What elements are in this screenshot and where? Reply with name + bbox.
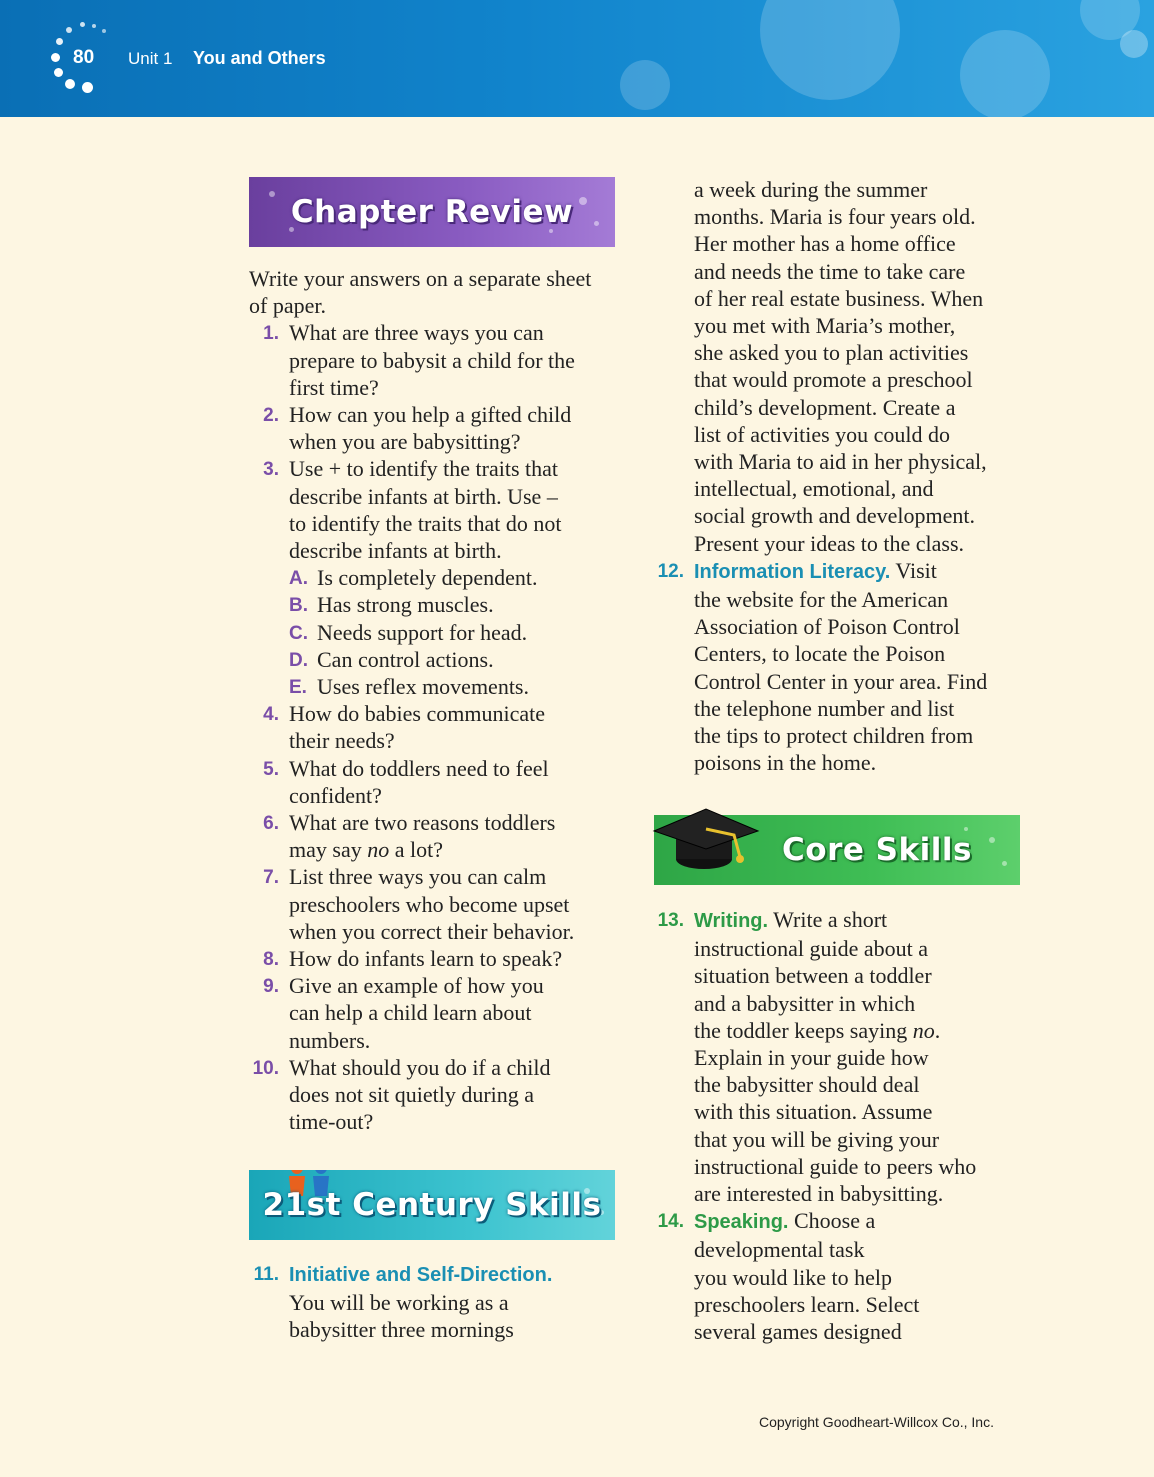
text-line: describe infants at birth. Use –	[289, 483, 558, 509]
question-item	[249, 1054, 621, 1136]
text-line: the tips to protect children from	[694, 723, 974, 749]
decorative-bubble	[620, 60, 670, 110]
text-line: Control Center in your area. Find	[694, 668, 988, 694]
text-line: may say no a lot?	[289, 837, 443, 863]
trait-letter: A.	[289, 568, 308, 590]
question-text: Write a short	[768, 907, 888, 932]
text-line: How can you help a gifted child	[289, 402, 572, 428]
question-number: 2.	[263, 405, 279, 427]
text-line: first time?	[289, 374, 379, 400]
trait-letter: B.	[289, 595, 308, 617]
text-line: What are three ways you can	[289, 320, 544, 346]
trait-text: Can control actions.	[317, 646, 494, 672]
question-item	[654, 906, 1034, 1207]
question-11-continued	[654, 176, 1034, 557]
text-line: that would promote a preschool	[694, 367, 973, 393]
text-line: Her mother has a home office	[694, 231, 956, 257]
copyright-notice: Copyright Goodheart-Willcox Co., Inc.	[759, 1414, 994, 1430]
text-line: prepare to babysit a child for the	[289, 347, 575, 373]
text-line: their needs?	[289, 728, 395, 754]
question-number: 3.	[263, 459, 279, 481]
core-skills-questions	[654, 906, 1034, 1345]
text-line: are interested in babysitting.	[694, 1181, 944, 1207]
question-11-start	[249, 1260, 621, 1344]
text-line: the telephone number and list	[694, 695, 955, 721]
unit-label: Unit 1	[128, 49, 173, 68]
text-line: describe infants at birth.	[289, 538, 502, 564]
question-number: 14.	[657, 1211, 684, 1233]
page-number: 80	[73, 47, 95, 68]
trait-letter: E.	[289, 677, 307, 699]
text-line: the babysitter should deal	[694, 1072, 920, 1098]
trait-item	[249, 673, 621, 700]
question-number: 5.	[263, 758, 279, 780]
question-item	[249, 863, 621, 945]
trait-text: Needs support for head.	[317, 619, 528, 645]
text-line: numbers.	[289, 1027, 371, 1053]
century-skills-banner	[249, 1170, 615, 1240]
text-line: a week during the summer	[694, 177, 928, 202]
trait-letter: D.	[289, 649, 308, 671]
trait-item	[249, 619, 621, 646]
text-line: can help a child learn about	[289, 1000, 532, 1026]
question-number: 8.	[263, 949, 279, 971]
text-line: does not sit quietly during a	[289, 1082, 535, 1108]
text-line: instructional guide about a	[694, 936, 928, 962]
text-line: What should you do if a child	[289, 1054, 551, 1080]
chapter-review-title: Chapter Review	[290, 194, 574, 230]
core-skills-title: Core Skills	[782, 832, 972, 868]
text-line: How do infants learn to speak?	[289, 946, 563, 972]
text-line: situation between a toddler	[694, 963, 932, 989]
unit-title: You and Others	[193, 48, 326, 68]
text-line: social growth and development.	[694, 503, 976, 529]
question-item	[249, 945, 621, 972]
decorative-bubble	[960, 30, 1050, 117]
trait-item	[249, 591, 621, 618]
text-line: developmental task	[694, 1237, 865, 1263]
chapter-review-banner	[249, 177, 615, 247]
question-item	[249, 972, 621, 1054]
question-heading: Information Literacy.	[694, 560, 891, 583]
text-line: months. Maria is four years old.	[694, 204, 976, 230]
question-list	[249, 319, 621, 1135]
text-line: child’s development. Create a	[694, 394, 956, 420]
question-number: 4.	[263, 704, 279, 726]
text-line: What do toddlers need to feel	[289, 755, 549, 781]
text-line: Use + to identify the traits that	[289, 456, 559, 482]
question-item	[654, 1207, 1034, 1345]
text-line: poisons in the home.	[694, 750, 877, 776]
text-line: and needs the time to take care	[694, 258, 966, 284]
question-text: Visit	[890, 557, 937, 583]
question-item	[654, 557, 1034, 777]
question-number: 10.	[252, 1057, 279, 1079]
trait-item	[249, 646, 621, 673]
right-column	[654, 176, 1034, 776]
text-line: intellectual, emotional, and	[694, 476, 934, 502]
question-item	[249, 455, 621, 564]
text-line: she asked you to plan activities	[694, 340, 969, 366]
text-line: confident?	[289, 782, 382, 808]
trait-text: Uses reflex movements.	[317, 674, 529, 700]
question-number: 13.	[657, 910, 684, 931]
header-bar	[0, 0, 1154, 117]
text-line: with Maria to aid in her physical,	[694, 449, 987, 475]
text-line: and a babysitter in which	[694, 990, 916, 1016]
text-line: time-out?	[289, 1109, 374, 1135]
text-line: you would like to help	[694, 1264, 892, 1290]
text-line: You will be working as a	[289, 1290, 509, 1316]
question-item	[249, 700, 621, 754]
left-column	[249, 265, 621, 1136]
text-line: How do babies communicate	[289, 701, 545, 727]
trait-text: Has strong muscles.	[317, 592, 494, 618]
question-number: 11.	[253, 1264, 279, 1285]
text-line: What are two reasons toddlers	[289, 810, 556, 836]
text-line: that you will be giving your	[694, 1126, 940, 1152]
question-heading: Initiative and Self-Direction.	[289, 1264, 553, 1286]
question-number: 7.	[263, 867, 279, 889]
intro-text: Write your answers on a separate sheet of paper.	[249, 266, 592, 319]
text-line: when you are babysitting?	[289, 429, 521, 455]
question-item	[249, 755, 621, 809]
graduation-cap-icon	[652, 805, 764, 877]
text-line: the website for the American	[694, 587, 949, 613]
decorative-bubble	[1120, 30, 1148, 58]
question-text: Choose a	[788, 1208, 876, 1234]
question-heading: Speaking.	[694, 1211, 789, 1234]
text-line: instructional guide to peers who	[694, 1153, 977, 1179]
text-line: several games designed	[694, 1319, 902, 1345]
text-line: Present your ideas to the class.	[694, 530, 965, 556]
text-line: Centers, to locate the Poison	[694, 641, 946, 667]
trait-item	[249, 564, 621, 591]
text-line: of her real estate business. When	[694, 285, 984, 311]
question-number: 9.	[263, 976, 279, 998]
question-item	[249, 809, 621, 863]
trait-text: Is completely dependent.	[317, 565, 538, 591]
decorative-bubble	[760, 0, 900, 100]
text-line: List three ways you can calm	[289, 864, 547, 890]
text-line: preschoolers who become upset	[289, 891, 570, 917]
text-line: to identify the traits that do not	[289, 510, 562, 536]
question-number: 1.	[263, 323, 279, 345]
text-line: when you correct their behavior.	[289, 918, 575, 944]
question-heading: Writing.	[694, 910, 769, 932]
text-line: list of activities you could do	[694, 421, 951, 447]
core-skills-banner	[654, 815, 1020, 885]
text-line: preschoolers learn. Select	[694, 1291, 920, 1317]
text-line: with this situation. Assume	[694, 1099, 933, 1125]
question-text: the toddler keeps saying no.	[694, 1017, 941, 1043]
question-number: 6.	[263, 813, 279, 835]
question-number: 12.	[657, 560, 684, 582]
question-item	[249, 401, 621, 455]
text-line: babysitter three mornings	[289, 1317, 514, 1343]
text-line: Give an example of how you	[289, 973, 544, 999]
question-item	[249, 1260, 621, 1344]
text-line: Association of Poison Control	[694, 614, 960, 640]
question-item	[249, 319, 621, 401]
century-skills-title: 21st Century Skills	[262, 1187, 602, 1223]
text-line: Explain in your guide how	[694, 1045, 929, 1071]
text-line: you met with Maria’s mother,	[694, 313, 956, 339]
trait-letter: C.	[289, 622, 308, 644]
